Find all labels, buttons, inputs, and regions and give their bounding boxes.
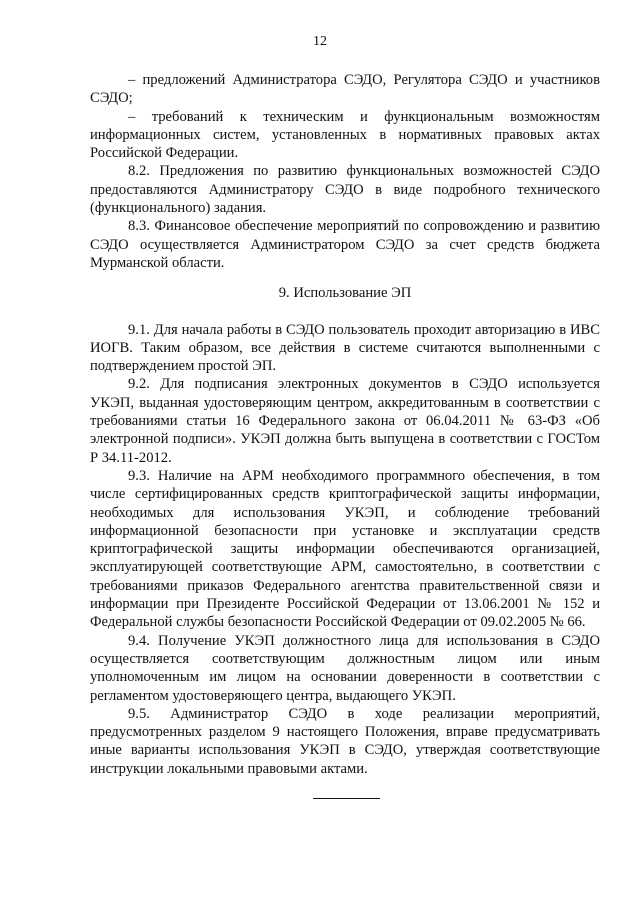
page-number: 12 xyxy=(313,34,327,49)
paragraph-9-1: 9.1. Для начала работы в СЭДО пользователь проходит авторизацию в ИВС ИОГВ. Таким образом, все действия в системе считаются выполненными с подтверждением простой ЭП. xyxy=(90,321,600,375)
section-heading: 9. Использование ЭП xyxy=(278,285,412,302)
paragraph-requirements: – требований к техническим и функциональным возможностям информационных систем, установленных в нормативных правовых актах Российской Федерации. xyxy=(90,108,600,162)
document-body xyxy=(90,71,600,778)
paragraph-9-2: 9.2. Для подписания электронных документов в СЭДО используется УКЭП, выданная удостоверяющим центром, аккредитованным в соответствии с требованиями статьи 16 Федерального закона от 06.04.2011 № 63-ФЗ «Об электронной подписи». УКЭП должна быть выпущена в соответствии с ГОСТом Р 34.11-2012. xyxy=(90,376,600,466)
paragraph-8-2: 8.2. Предложения по развитию функциональных возможностей СЭДО предоставляются Администратору СЭДО в виде подробного технического (функционального) задания. xyxy=(90,163,600,217)
paragraph-proposals: – предложений Администратора СЭДО, Регулятора СЭДО и участников СЭДО; xyxy=(90,72,600,107)
paragraph-9-3: 9.3. Наличие на АРМ необходимого программного обеспечения, в том числе сертифицированных средств криптографической защиты информации, необходимых для использования УКЭП, и соблюдение требований информационной безопасности при установке и эксплуатации средств криптографической защиты информации обеспечиваются организацией, эксплуатирующей соответствующие АРМ, самостоятельно, в соответствии с требованиями приказов Федерального агентства правительственной связи и информации при Президенте Российской Федерации от 13.06.2001 № 152 и Федеральной службы безопасности Российской Федерации от 09.02.2005 № 66. xyxy=(90,467,600,631)
paragraph-8-3: 8.3. Финансовое обеспечение мероприятий по сопровождению и развитию СЭДО осуществляется Администратором СЭДО за счет средств бюджета Мурманской области. xyxy=(90,218,600,271)
paragraph-9-4: 9.4. Получение УКЭП должностного лица для использования в СЭДО осуществляется соответствующим должностным лицом или иным уполномоченным им лицом на основании доверенности в соответствии с регламентом удостоверяющего центра, выдающего УКЭП. xyxy=(90,632,600,704)
end-divider xyxy=(313,798,380,799)
paragraph-9-5: 9.5. Администратор СЭДО в ходе реализации мероприятий, предусмотренных разделом 9 настоящего Положения, вправе предусматривать иные варианты использования УКЭП в СЭДО, утверждая соответствующие инструкции локальными правовыми актами. xyxy=(90,705,600,777)
